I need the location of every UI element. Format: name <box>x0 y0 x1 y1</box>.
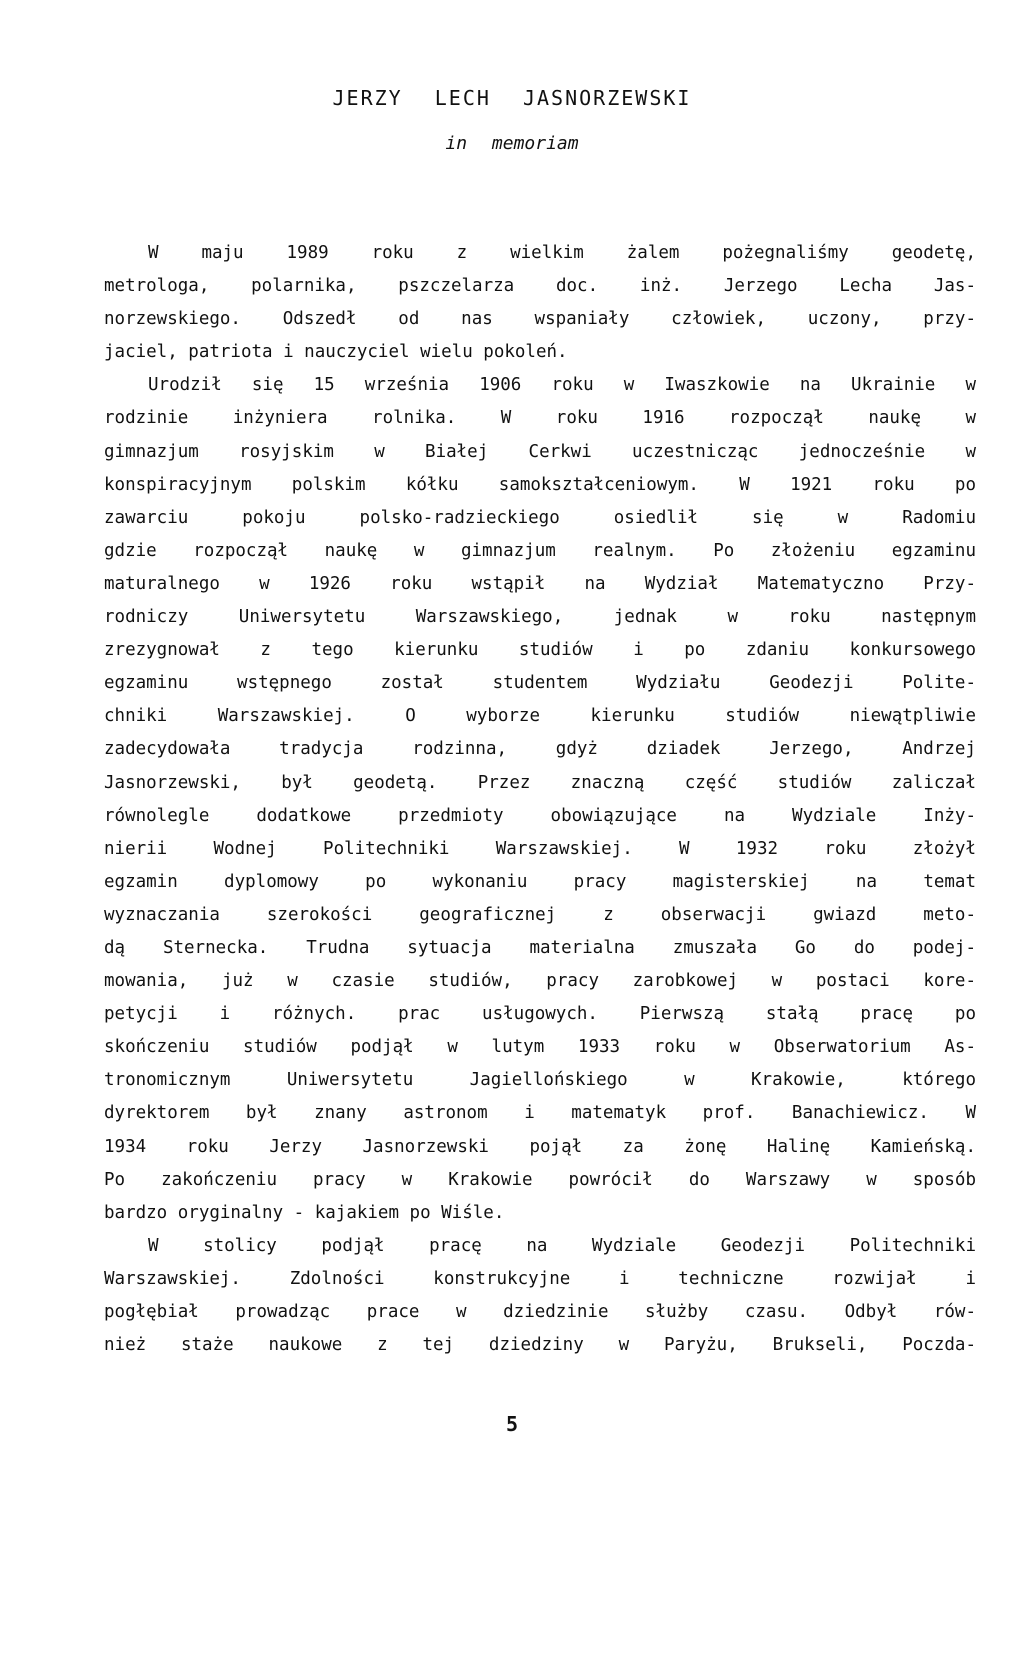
text-line: W maju 1989 roku z wielkim żalem pożegnaliśmy geodetę, <box>148 243 976 263</box>
text-line: egzaminu wstępnego został studentem Wydziału Geodezji Polite- <box>104 673 976 694</box>
text-line: gdzie rozpoczął naukę w gimnazjum realnym. Po złożeniu egzaminu <box>104 540 976 561</box>
body-text <box>104 237 976 1362</box>
text-line: rodniczy Uniwersytetu Warszawskiego, jednak w roku następnym <box>104 607 976 628</box>
text-line: Warszawskiej. Zdolności konstrukcyjne i techniczne rozwijał i <box>104 1268 976 1289</box>
text-line: dą Sternecka. Trudna sytuacja materialna zmuszała Go do podej- <box>104 937 976 958</box>
text-line: nież staże naukowe z tej dziedziny w Paryżu, Brukseli, Poczda- <box>104 1335 976 1356</box>
text-line: Urodził się 15 września 1906 roku w Iwaszkowie na Ukrainie w <box>148 375 976 396</box>
text-line: Jasnorzewski, był geodetą. Przez znaczną część studiów zaliczał <box>104 772 976 793</box>
text-line: mowania, już w czasie studiów, pracy zarobkowej w postaci kore- <box>104 971 976 992</box>
text-line: maturalnego w 1926 roku wstąpił na Wydział Matematyczno Przy- <box>104 573 976 594</box>
text-line: W stolicy podjął pracę na Wydziale Geodezji Politechniki <box>148 1235 976 1256</box>
document-subtitle: in memoriam <box>445 133 579 154</box>
text-line: gimnazjum rosyjskim w Białej Cerkwi uczestnicząc jednocześnie w <box>104 441 976 462</box>
text-line: norzewskiego. Odszedł od nas wspaniały człowiek, uczony, przy- <box>104 309 976 330</box>
text-line: Po zakończeniu pracy w Krakowie powrócił do Warszawy w sposób <box>104 1169 976 1190</box>
text-line: egzamin dyplomowy po wykonaniu pracy magisterskiej na temat <box>104 871 976 892</box>
text-line: chniki Warszawskiej. O wyborze kierunku studiów niewątpliwie <box>104 706 976 727</box>
text-line: 1934 roku Jerzy Jasnorzewski pojął za żonę Halinę Kamieńską. <box>104 1136 976 1157</box>
text-line: petycji i różnych. prac usługowych. Pierwszą stałą pracę po <box>104 1004 976 1025</box>
text-line: zadecydowała tradycja rodzinna, gdyż dziadek Jerzego, Andrzej <box>104 739 976 760</box>
text-line: pogłębiał prowadząc prace w dziedzinie służby czasu. Odbył rów- <box>104 1302 976 1322</box>
text-line: wyznaczania szerokości geograficznej z obserwacji gwiazd meto- <box>104 904 976 925</box>
text-line: rodzinie inżyniera rolnika. W roku 1916 rozpoczął naukę w <box>104 408 976 429</box>
text-line: równolegle dodatkowe przedmioty obowiązujące na Wydziale Inży- <box>104 805 976 826</box>
text-line: jaciel, patriota i nauczyciel wielu pokoleń. <box>104 342 568 363</box>
text-line: konspiracyjnym polskim kółku samokształceniowym. W 1921 roku po <box>104 474 976 495</box>
document-title: JERZY LECH JASNORZEWSKI <box>332 86 692 110</box>
text-line: skończeniu studiów podjął w lutym 1933 roku w Obserwatorium As- <box>104 1037 976 1058</box>
text-line: metrologa, polarnika, pszczelarza doc. inż. Jerzego Lecha Jas- <box>104 276 976 297</box>
text-line: dyrektorem był znany astronom i matematyk prof. Banachiewicz. W <box>104 1103 976 1124</box>
text-line: bardzo oryginalny - kajakiem po Wiśle. <box>104 1202 505 1223</box>
text-line: zawarciu pokoju polsko-radzieckiego osiedlił się w Radomiu <box>104 507 976 528</box>
text-line: zrezygnował z tego kierunku studiów i po zdaniu konkursowego <box>104 640 976 661</box>
page-number: 5 <box>505 1412 519 1436</box>
text-line: tronomicznym Uniwersytetu Jagiellońskiego w Krakowie, którego <box>104 1070 976 1091</box>
text-line: nierii Wodnej Politechniki Warszawskiej. W 1932 roku złożył <box>104 838 976 859</box>
